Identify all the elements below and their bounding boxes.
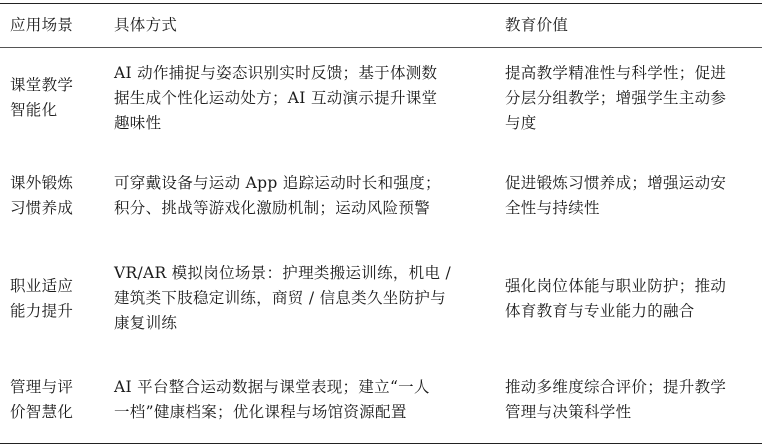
row-2-value: 促进锻炼习惯养成；增强运动安 全性与持续性 <box>505 174 727 217</box>
row-1-value: 提高教学精准性与科学性；促进 分层分组教学；增强学生主动参 与度 <box>505 64 727 132</box>
row-4-value: 推动多维度综合评价；提升教学 管理与决策科学性 <box>505 378 727 421</box>
header-value: 教育价值 <box>505 16 569 34</box>
header-rule <box>0 47 762 48</box>
row-2-scene: 课外锻炼 习惯养成 <box>10 174 74 217</box>
header-method: 具体方式 <box>114 16 178 34</box>
row-3-value: 强化岗位体能与职业防护；推动 体育教育与专业能力的融合 <box>505 277 727 320</box>
row-3-method: VR/AR 模拟岗位场景：护理类搬运训练，机电 / 建筑类下肢稳定训练，商贸 / 信息类久坐防护与 康复训练 <box>114 264 452 332</box>
header-scene: 应用场景 <box>10 16 74 34</box>
row-1-scene: 课堂教学 智能化 <box>10 76 74 119</box>
table-top-rule <box>0 3 762 4</box>
table-bottom-rule <box>0 443 762 444</box>
row-1-method: AI 动作捕捉与姿态识别实时反馈；基于体测数 据生成个性化运动处方；AI 互动演示提升课堂 趣味性 <box>114 64 438 132</box>
row-4-scene: 管理与评 价智慧化 <box>10 378 74 421</box>
row-2-method: 可穿戴设备与运动 App 追踪运动时长和强度； 积分、挑战等游戏化激励机制；运动风险预警 <box>114 174 441 217</box>
row-4-method: AI 平台整合运动数据与课堂表现；建立“一人 一档”健康档案；优化课程与场馆资源配置 <box>114 378 430 421</box>
row-3-scene: 职业适应 能力提升 <box>10 277 74 320</box>
